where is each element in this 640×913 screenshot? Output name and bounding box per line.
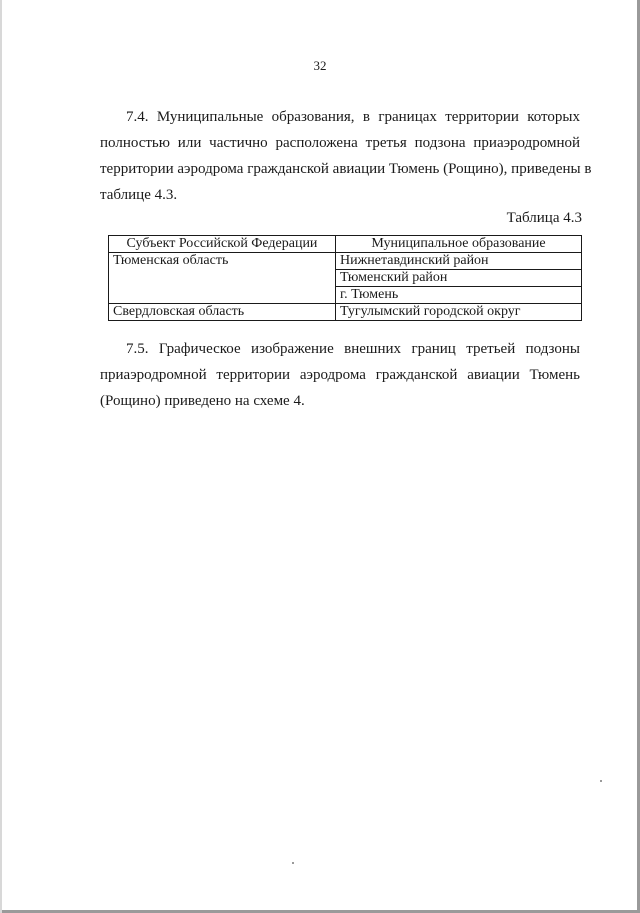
paragraph-line: (Рощино) приведено на схеме 4.: [100, 393, 305, 409]
paragraph-line: территории аэродрома гражданской авиации Тюмень (Рощино), приведены в: [100, 161, 592, 177]
header-subject: Субъект Российской Федерации: [109, 236, 336, 253]
paragraph-line: приаэродромной территории аэродрома гражданской авиации Тюмень: [100, 367, 580, 383]
table-row: [109, 304, 582, 321]
cell-municipality: Тюменский район: [336, 270, 582, 287]
page-number: 32: [313, 58, 327, 73]
paragraph-line: 7.5. Графическое изображение внешних границ третьей подзоны: [126, 341, 580, 357]
paragraph-7-5: [100, 336, 580, 414]
paragraph-7-4: [100, 104, 592, 208]
cell-municipality: Тугулымский городской округ: [336, 304, 582, 321]
paragraph-line: полностью или частично расположена третья подзона приаэродромной: [100, 135, 580, 151]
paragraph-line: 7.4. Муниципальные образования, в границах территории которых: [126, 109, 580, 125]
table-caption: Таблица 4.3: [506, 210, 582, 226]
paragraph-line: таблице 4.3.: [100, 187, 178, 203]
cell-subject: Свердловская область: [109, 304, 336, 321]
scan-artifact: [600, 780, 602, 782]
header-municipality: Муниципальное образование: [336, 236, 582, 253]
table-row: [109, 253, 582, 270]
cell-municipality: Нижнетавдинский район: [336, 253, 582, 270]
municipalities-table: [108, 235, 582, 321]
cell-municipality: г. Тюмень: [336, 287, 582, 304]
scan-artifact: [292, 862, 294, 864]
table-header-row: [109, 236, 582, 253]
cell-subject: Тюменская область: [109, 253, 336, 304]
